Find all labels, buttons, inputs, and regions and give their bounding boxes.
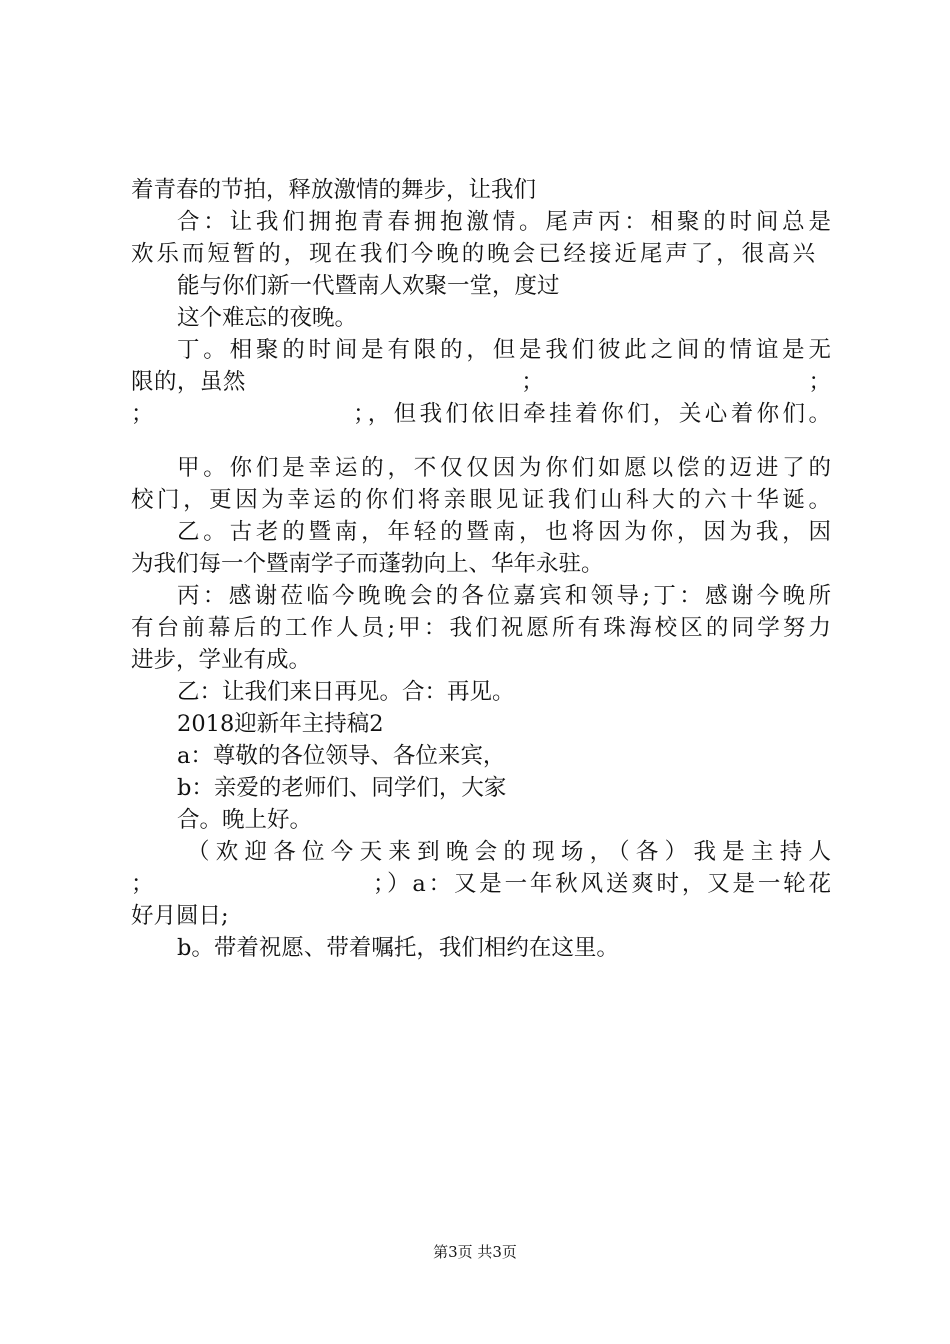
text-line: 丁。相聚的时间是有限的，但是我们彼此之间的情谊是无 bbox=[177, 337, 831, 363]
text-line: ； ；，但我们依旧牵挂着你们，关心着你们。 bbox=[131, 401, 831, 427]
text-line: 这个难忘的夜晚。 bbox=[177, 305, 358, 331]
text-line: b：亲爱的老师们、同学们，大家 bbox=[177, 775, 507, 801]
text-line: ； ；）a：又是一年秋风送爽时，又是一轮花 bbox=[131, 871, 831, 897]
text-line: 合。晚上好。 bbox=[177, 807, 313, 833]
text-line: 好月圆日; bbox=[131, 903, 229, 929]
text-line: 乙。古老的暨南，年轻的暨南，也将因为你，因为我，因 bbox=[177, 519, 831, 545]
text-line: 欢乐而短暂的，现在我们今晚的晚会已经接近尾声了，很高兴 bbox=[131, 241, 815, 267]
text-line: 有台前幕后的工作人员;甲：我们祝愿所有珠海校区的同学努力 bbox=[131, 615, 831, 641]
text-line: （欢迎各位今天来到晚会的现场，（各）我是主持人 bbox=[187, 839, 831, 865]
text-line: 进步，学业有成。 bbox=[131, 647, 312, 673]
text-line: 甲。你们是幸运的，不仅仅因为你们如愿以偿的迈进了的 bbox=[177, 455, 831, 481]
text-line: 为我们每一个暨南学子而蓬勃向上、华年永驻。 bbox=[131, 551, 604, 577]
text-line: 校门，更因为幸运的你们将亲眼见证我们山科大的六十华诞。 bbox=[131, 487, 831, 513]
text-line: b。带着祝愿、带着嘱托，我们相约在这里。 bbox=[177, 935, 619, 961]
text-line: 限的，虽然 ； ； bbox=[131, 369, 831, 395]
text-line: 丙：感谢莅临今晚晚会的各位嘉宾和领导;丁：感谢今晚所 bbox=[177, 583, 831, 609]
section-heading: 2018迎新年主持稿2 bbox=[177, 711, 384, 737]
text-line: a：尊敬的各位领导、各位来宾， bbox=[177, 743, 506, 769]
text-line: 合：让我们拥抱青春拥抱激情。尾声丙：相聚的时间总是 bbox=[177, 209, 831, 235]
text-line: 着青春的节拍，释放激情的舞步，让我们 bbox=[131, 177, 537, 203]
page-number-footer: 第3页 共3页 bbox=[433, 1243, 517, 1261]
text-line: 能与你们新一代暨南人欢聚一堂，度过 bbox=[177, 273, 560, 299]
text-line: 乙：让我们来日再见。合：再见。 bbox=[177, 679, 515, 705]
